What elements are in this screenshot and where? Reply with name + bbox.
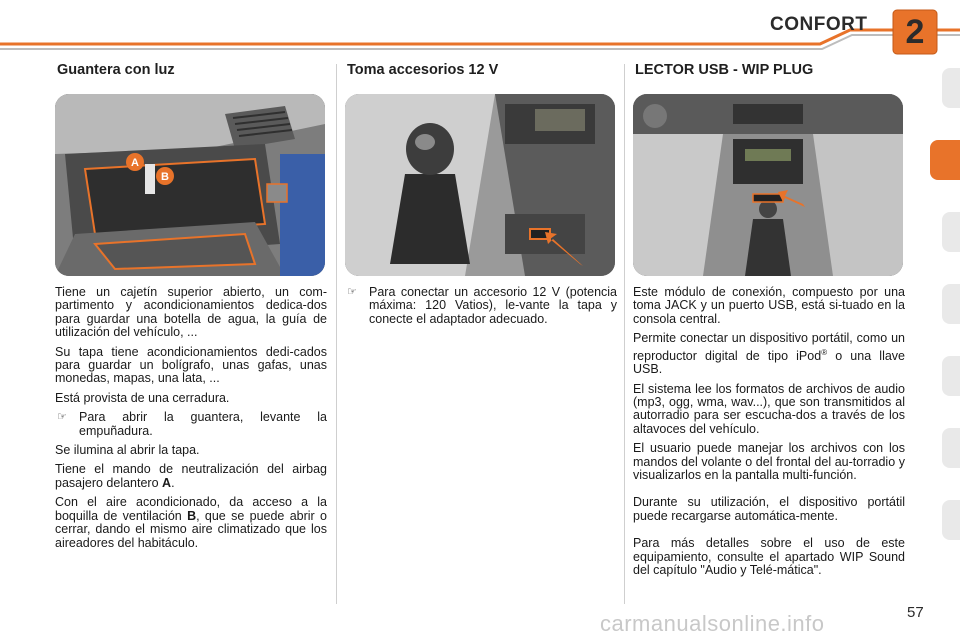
paragraph: Durante su utilización, el dispositivo portátil puede recargarse automática-mente. (633, 495, 905, 523)
bullet-item (55, 411, 327, 438)
hand-pointer-icon: ☞ (57, 411, 67, 424)
chapter-tab[interactable] (942, 500, 960, 540)
column-12v-socket (345, 60, 617, 332)
paragraph: Este módulo de conexión, compuesto por una toma JACK y un puerto USB, está si-tuado en la consola central. (633, 285, 905, 326)
paragraph: Tiene un cajetín superior abierto, un com-partimento y acondicionamientos dedica-dos para guardar una botella de agua, la guía de utilización del vehículo, ... (55, 285, 327, 340)
callout-ref: A (162, 475, 172, 490)
callout-b: B (161, 171, 169, 183)
usb-title: LECTOR USB - WIP PLUG (635, 62, 814, 78)
paragraph: Para más detalles sobre el uso de este equipamiento, consulte el apartado WIP Sound del capítulo "Audio y Telé-mática". (633, 536, 905, 578)
paragraph (55, 463, 327, 490)
bullet-text: Para conectar un accesorio 12 V (potencia máxima: 120 Vatios), le-vante la tapa y conecte el adaptador adecuado. (369, 285, 617, 326)
hand-pointer-icon: ☞ (347, 286, 357, 298)
chapter-tab[interactable] (942, 212, 960, 252)
paragraph-text: Con el aire acondicionado, da acceso a la boquilla de ventilación (55, 495, 327, 523)
chapter-tab[interactable] (942, 428, 960, 468)
chapter-tab[interactable] (942, 68, 960, 108)
chapter-number: 2 (905, 13, 925, 51)
bullet-text: Para abrir la guantera, levante la empuñadura. (79, 410, 327, 438)
column-usb-reader (633, 60, 905, 583)
usb-text (633, 286, 905, 577)
usb-photo (633, 94, 903, 276)
socket-title: Toma accesorios 12 V (347, 62, 499, 78)
callout-a: A (131, 157, 139, 169)
chapter-tab[interactable] (942, 356, 960, 396)
registered-mark: ® (821, 347, 828, 357)
paragraph: Se ilumina al abrir la tapa. (55, 443, 200, 458)
paragraph-text: , que se puede abrir o cerrar, dando el mismo aire climatizado que los aireadores del habitáculo. (55, 508, 327, 550)
paragraph: Su tapa tiene acondicionamientos dedi-cados para guardar un bolígrafo, unas gafas, unas monedas, mapas, una lata, ... (55, 344, 327, 386)
chapter-tab-active[interactable] (930, 140, 960, 180)
socket-text (345, 286, 617, 326)
paragraph: El usuario puede manejar los archivos con los mandos del volante o del frontal del au-torradio y visualizarlos en la pantalla multi-función. (633, 441, 905, 483)
glovebox-illustration (55, 94, 325, 276)
section-title: CONFORT (770, 14, 868, 35)
page-number: 57 (907, 604, 924, 621)
gearshift-illustration (345, 94, 615, 276)
bullet-item (345, 286, 617, 326)
column-divider (624, 64, 625, 604)
paragraph: El sistema lee los formatos de archivos de audio (mp3, ogg, wma, wav...), que son transmitidos al autorradio para ser escucha-dos a través de los altavoces del vehículo. (633, 381, 905, 436)
chapter-tab-strip (920, 68, 960, 578)
paragraph (633, 332, 905, 376)
paragraph: Está provista de una cerradura. (55, 390, 230, 405)
column-glovebox (55, 60, 327, 556)
chapter-tab[interactable] (942, 284, 960, 324)
watermark: carmanualsonline.info (600, 611, 825, 636)
paragraph-text: o una llave USB. (633, 348, 905, 377)
column-divider (336, 64, 337, 604)
glovebox-text (55, 286, 327, 550)
console-illustration (633, 94, 903, 276)
paragraph (55, 496, 327, 550)
paragraph-text: Tiene el mando de neutralización del airbag pasajero delantero (55, 462, 327, 490)
callout-ref: B (187, 508, 197, 523)
paragraph-text: . (171, 475, 175, 490)
paragraph-text: Permite conectar un dispositivo portátil, como un reproductor digital de tipo iPod (633, 331, 905, 363)
glovebox-photo (55, 94, 325, 276)
socket-photo (345, 94, 615, 276)
glovebox-title: Guantera con luz (57, 62, 175, 78)
